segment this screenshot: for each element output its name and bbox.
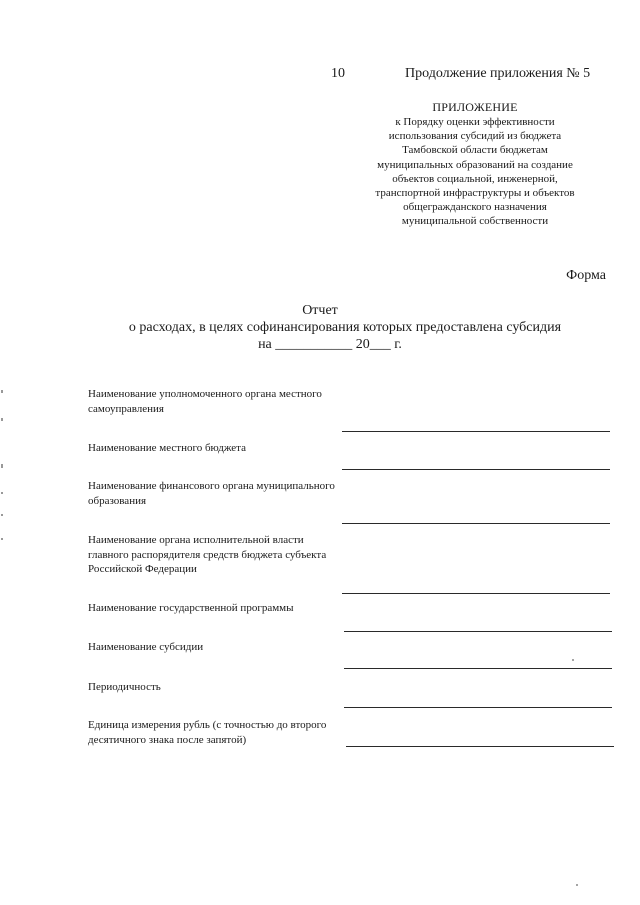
scan-mark (1, 418, 3, 421)
field-label-local-budget: Наименование местного бюджета (88, 442, 246, 454)
page-header (0, 66, 640, 86)
field-line-finance-body (342, 523, 610, 524)
form-label: Форма (566, 268, 606, 283)
field-line-periodicity (344, 707, 612, 708)
report-date-line: на ___________ 20___ г. (258, 337, 402, 352)
field-line-subsidy (344, 668, 612, 669)
report-heading (0, 302, 640, 353)
scan-speck (572, 659, 574, 661)
appendix-line: Тамбовской области бюджетам (402, 144, 548, 157)
appendix-line: транспортной инфраструктуры и объектов (375, 187, 575, 200)
scan-mark (1, 538, 3, 540)
appendix-line: муниципальной собственности (401, 215, 549, 228)
scan-mark (1, 514, 3, 516)
scan-speck (576, 884, 578, 886)
appendix-title: ПРИЛОЖЕНИЕ (432, 100, 518, 114)
field-label-finance-body: Наименование финансового органа муниципального образования (88, 480, 335, 507)
appendix-line: общегражданского назначения (403, 201, 547, 214)
appendix-line: к Порядку оценки эффективности (395, 116, 555, 128)
field-line-local-budget (342, 469, 610, 470)
scan-mark (1, 390, 3, 393)
report-subtitle: о расходах, в целях софинансирования которых предоставлена субсидия (128, 320, 562, 335)
appendix-line: объектов социальной, инженерной, (392, 172, 558, 185)
page-number: 10 (331, 66, 345, 81)
appendix-block (340, 100, 610, 229)
field-line-authority (342, 431, 610, 432)
appendix-line: муниципальных образований на создание (377, 158, 573, 171)
field-line-state-program (344, 631, 612, 632)
scan-mark (1, 464, 3, 468)
appendix-line: использования субсидий из бюджета (388, 130, 562, 143)
field-label-executive-body: Наименование органа исполнительной власти главного распорядителя средств бюджета субъекта Российской Федерации (88, 534, 327, 575)
field-label-subsidy: Наименование субсидии (88, 641, 204, 653)
field-label-unit: Единица измерения рубль (с точностью до второго десятичного знака после запятой) (88, 719, 327, 746)
field-line-executive-body (342, 593, 610, 594)
appendix-continuation: Продолжение приложения № 5 (405, 66, 591, 81)
field-line-unit (346, 746, 614, 747)
report-title: Отчет (302, 303, 338, 318)
scan-mark (1, 492, 3, 494)
field-label-periodicity: Периодичность (88, 681, 161, 693)
field-label-authority: Наименование уполномоченного органа местного самоуправления (88, 388, 322, 415)
field-label-state-program: Наименование государственной программы (88, 602, 294, 614)
